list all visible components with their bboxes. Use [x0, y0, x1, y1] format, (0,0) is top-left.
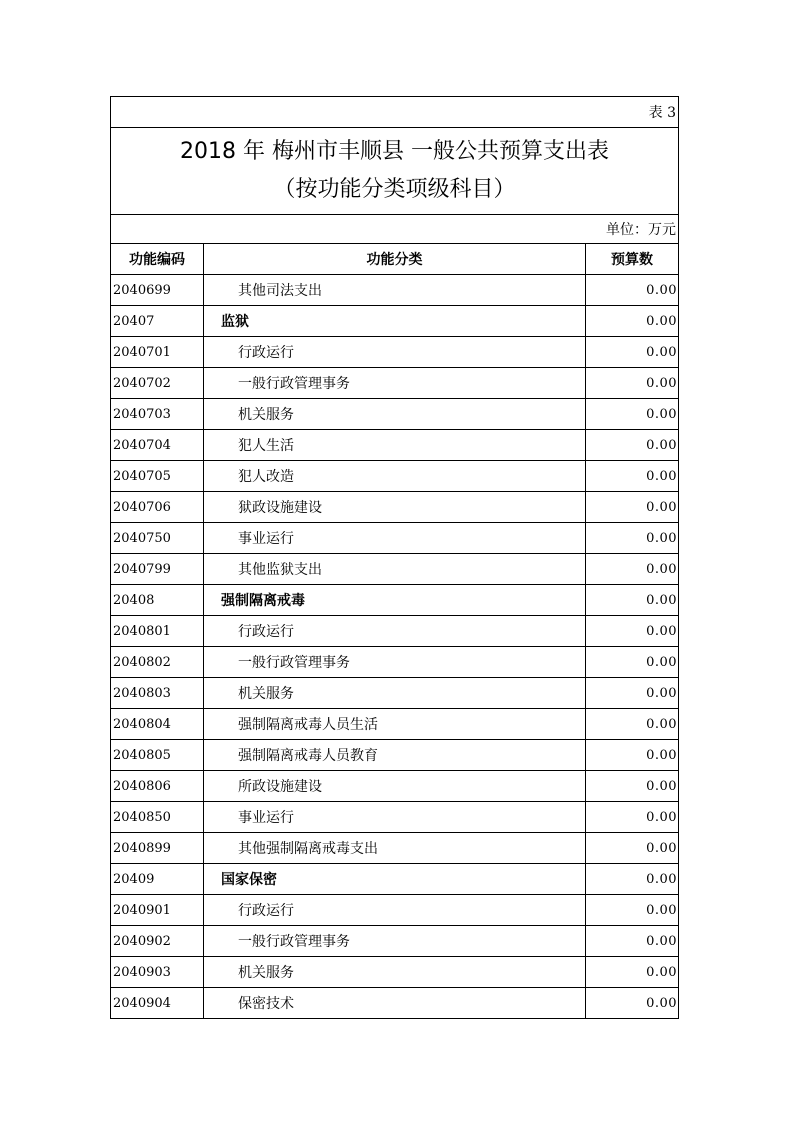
budget-expenditure-table	[110, 96, 679, 1019]
table-row	[111, 647, 679, 678]
table-row	[111, 988, 679, 1019]
function-category-cell: 一般行政管理事务	[204, 647, 586, 678]
function-category-cell: 事业运行	[204, 523, 586, 554]
function-category-cell: 狱政设施建设	[204, 492, 586, 523]
function-code-cell: 2040750	[111, 523, 204, 554]
function-category-cell: 事业运行	[204, 802, 586, 833]
function-code-cell: 2040799	[111, 554, 204, 585]
table-row	[111, 585, 679, 616]
table-row	[111, 554, 679, 585]
title-row	[111, 128, 679, 215]
function-category-cell: 行政运行	[204, 337, 586, 368]
function-category-cell: 行政运行	[204, 616, 586, 647]
budget-amount-cell: 0.00	[586, 492, 679, 523]
function-code-cell: 2040903	[111, 957, 204, 988]
function-code-cell: 2040803	[111, 678, 204, 709]
function-category-cell: 保密技术	[204, 988, 586, 1019]
unit-label: 单位：万元	[111, 215, 679, 244]
budget-amount-cell: 0.00	[586, 523, 679, 554]
header-code: 功能编码	[111, 244, 204, 275]
budget-amount-cell: 0.00	[586, 771, 679, 802]
function-code-cell: 2040804	[111, 709, 204, 740]
function-category-cell: 国家保密	[204, 864, 586, 895]
budget-amount-cell: 0.00	[586, 895, 679, 926]
budget-amount-cell: 0.00	[586, 678, 679, 709]
function-code-cell: 20408	[111, 585, 204, 616]
table-row	[111, 771, 679, 802]
budget-amount-cell: 0.00	[586, 864, 679, 895]
page-title	[111, 128, 679, 215]
header-category: 功能分类	[204, 244, 586, 275]
table-row	[111, 678, 679, 709]
function-code-cell: 2040902	[111, 926, 204, 957]
function-code-cell: 2040901	[111, 895, 204, 926]
table-row	[111, 306, 679, 337]
table-row	[111, 337, 679, 368]
function-category-cell: 机关服务	[204, 678, 586, 709]
table-row	[111, 709, 679, 740]
budget-amount-cell: 0.00	[586, 399, 679, 430]
header-amount: 预算数	[586, 244, 679, 275]
function-code-cell: 2040904	[111, 988, 204, 1019]
table-row	[111, 957, 679, 988]
function-code-cell: 20407	[111, 306, 204, 337]
budget-amount-cell: 0.00	[586, 957, 679, 988]
budget-amount-cell: 0.00	[586, 926, 679, 957]
function-code-cell: 20409	[111, 864, 204, 895]
function-code-cell: 2040805	[111, 740, 204, 771]
function-category-cell: 监狱	[204, 306, 586, 337]
table-row	[111, 461, 679, 492]
function-code-cell: 2040701	[111, 337, 204, 368]
function-category-cell: 犯人生活	[204, 430, 586, 461]
budget-amount-cell: 0.00	[586, 709, 679, 740]
table-row	[111, 492, 679, 523]
function-category-cell: 机关服务	[204, 399, 586, 430]
budget-amount-cell: 0.00	[586, 802, 679, 833]
table-row	[111, 833, 679, 864]
function-code-cell: 2040706	[111, 492, 204, 523]
table-row	[111, 926, 679, 957]
function-category-cell: 其他司法支出	[204, 275, 586, 306]
budget-amount-cell: 0.00	[586, 833, 679, 864]
budget-amount-cell: 0.00	[586, 647, 679, 678]
table-row	[111, 275, 679, 306]
budget-amount-cell: 0.00	[586, 988, 679, 1019]
function-code-cell: 2040702	[111, 368, 204, 399]
function-category-cell: 机关服务	[204, 957, 586, 988]
table-row	[111, 523, 679, 554]
function-category-cell: 强制隔离戒毒人员教育	[204, 740, 586, 771]
table-row	[111, 368, 679, 399]
budget-amount-cell: 0.00	[586, 740, 679, 771]
table-row	[111, 802, 679, 833]
function-category-cell: 行政运行	[204, 895, 586, 926]
budget-amount-cell: 0.00	[586, 275, 679, 306]
function-code-cell: 2040899	[111, 833, 204, 864]
function-category-cell: 一般行政管理事务	[204, 368, 586, 399]
function-category-cell: 强制隔离戒毒人员生活	[204, 709, 586, 740]
function-code-cell: 2040802	[111, 647, 204, 678]
unit-row	[111, 215, 679, 244]
function-code-cell: 2040801	[111, 616, 204, 647]
table-number: 表 3	[111, 97, 679, 128]
table-row	[111, 616, 679, 647]
table-number-row	[111, 97, 679, 128]
budget-amount-cell: 0.00	[586, 337, 679, 368]
table-row	[111, 399, 679, 430]
budget-amount-cell: 0.00	[586, 368, 679, 399]
function-code-cell: 2040699	[111, 275, 204, 306]
table-row	[111, 740, 679, 771]
function-category-cell: 一般行政管理事务	[204, 926, 586, 957]
function-category-cell: 其他强制隔离戒毒支出	[204, 833, 586, 864]
function-category-cell: 其他监狱支出	[204, 554, 586, 585]
title-line-2: （按功能分类项级科目）	[273, 177, 516, 202]
budget-amount-cell: 0.00	[586, 430, 679, 461]
function-category-cell: 强制隔离戒毒	[204, 585, 586, 616]
function-code-cell: 2040850	[111, 802, 204, 833]
header-row	[111, 244, 679, 275]
table-row	[111, 864, 679, 895]
function-code-cell: 2040705	[111, 461, 204, 492]
budget-amount-cell: 0.00	[586, 461, 679, 492]
function-category-cell: 犯人改造	[204, 461, 586, 492]
table-row	[111, 895, 679, 926]
table-row	[111, 430, 679, 461]
budget-amount-cell: 0.00	[586, 616, 679, 647]
function-category-cell: 所政设施建设	[204, 771, 586, 802]
function-code-cell: 2040704	[111, 430, 204, 461]
title-line-1: 2018 年 梅州市丰顺县 一般公共预算支出表	[180, 139, 609, 164]
budget-amount-cell: 0.00	[586, 306, 679, 337]
function-code-cell: 2040703	[111, 399, 204, 430]
budget-amount-cell: 0.00	[586, 554, 679, 585]
function-code-cell: 2040806	[111, 771, 204, 802]
budget-amount-cell: 0.00	[586, 585, 679, 616]
